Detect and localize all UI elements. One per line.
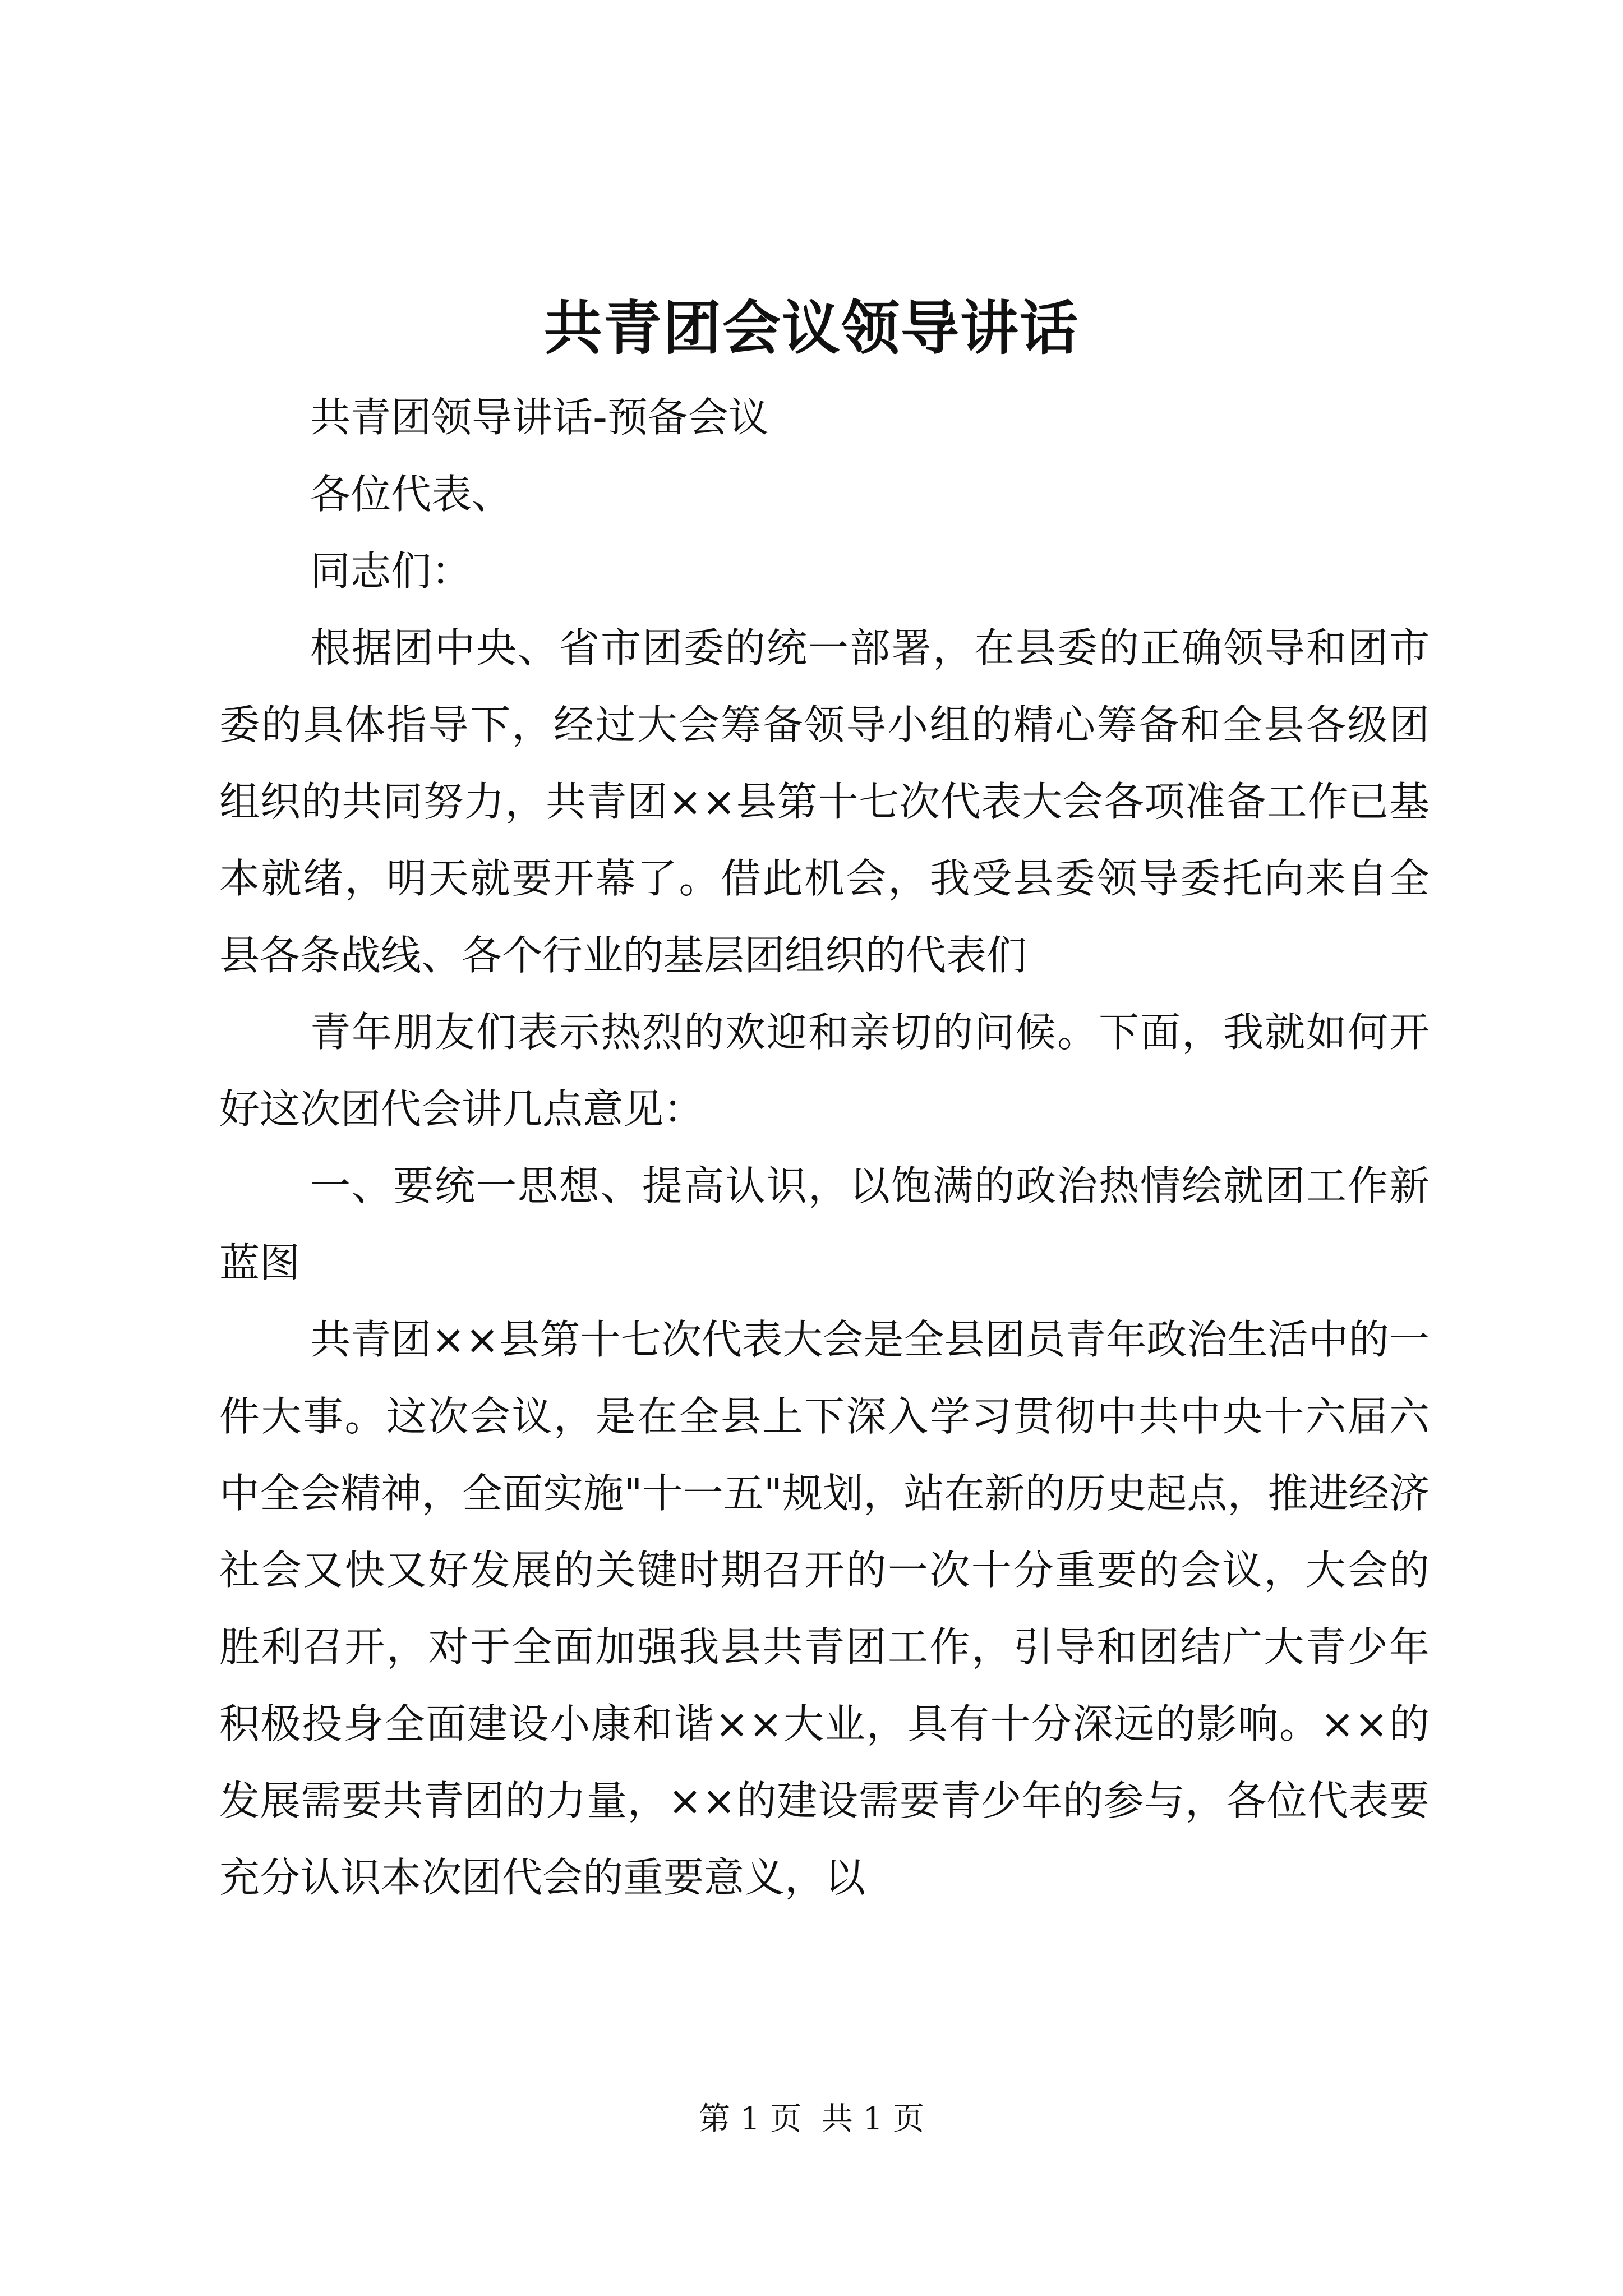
paragraph-body: 共青团××县第十七次代表大会是全县团员青年政治生活中的一件大事。这次会议，是在全县上下深入学习贯彻中共中央十六届六中全会精神，全面实施"十一五"规划，站在新的历史起点，推进经济社会又快又好发展的关键时期召开的一次十分重要的会议，大会的胜利召开，对于全面加强我县共青团工作，引导和团结广大青少年积极投身全面建设小康和谐××大业，具有十分深远的影响。××的发展需要共青团的力量，××的建设需要青少年的参与，各位代表要充分认识本次团代会的重要意义，以 — [219, 1316, 1430, 1901]
page-number-label: 第 1 页 共 1 页 — [698, 2101, 925, 2137]
document-title: 共青团会议领导讲话 — [543, 293, 1079, 362]
paragraph-body: 根据团中央、省市团委的统一部署，在县委的正确领导和团市委的具体指导下，经过大会筹备领导小组的精心筹备和全县各级团组织的共同努力，共青团××县第十七次代表大会各项准备工作已基本就绪，明天就要开幕了。借此机会，我受县委领导委托向来自全县各条战线、各个行业的基层团组织的代表们 — [219, 624, 1430, 979]
paragraph-subtitle: 共青团领导讲话-预备会议 — [310, 394, 769, 441]
paragraph-salutation-2: 同志们： — [310, 547, 472, 595]
paragraph-salutation: 各位代表、 — [310, 471, 513, 518]
paragraph-heading: 一、要统一思想、提高认识，以饱满的政治热情绘就团工作新蓝图 — [219, 1162, 1430, 1286]
document-body — [219, 379, 1430, 1916]
page-footer — [0, 2097, 1623, 2142]
paragraph-body: 青年朋友们表示热烈的欢迎和亲切的问候。下面，我就如何开好这次团代会讲几点意见： — [219, 1009, 1430, 1133]
